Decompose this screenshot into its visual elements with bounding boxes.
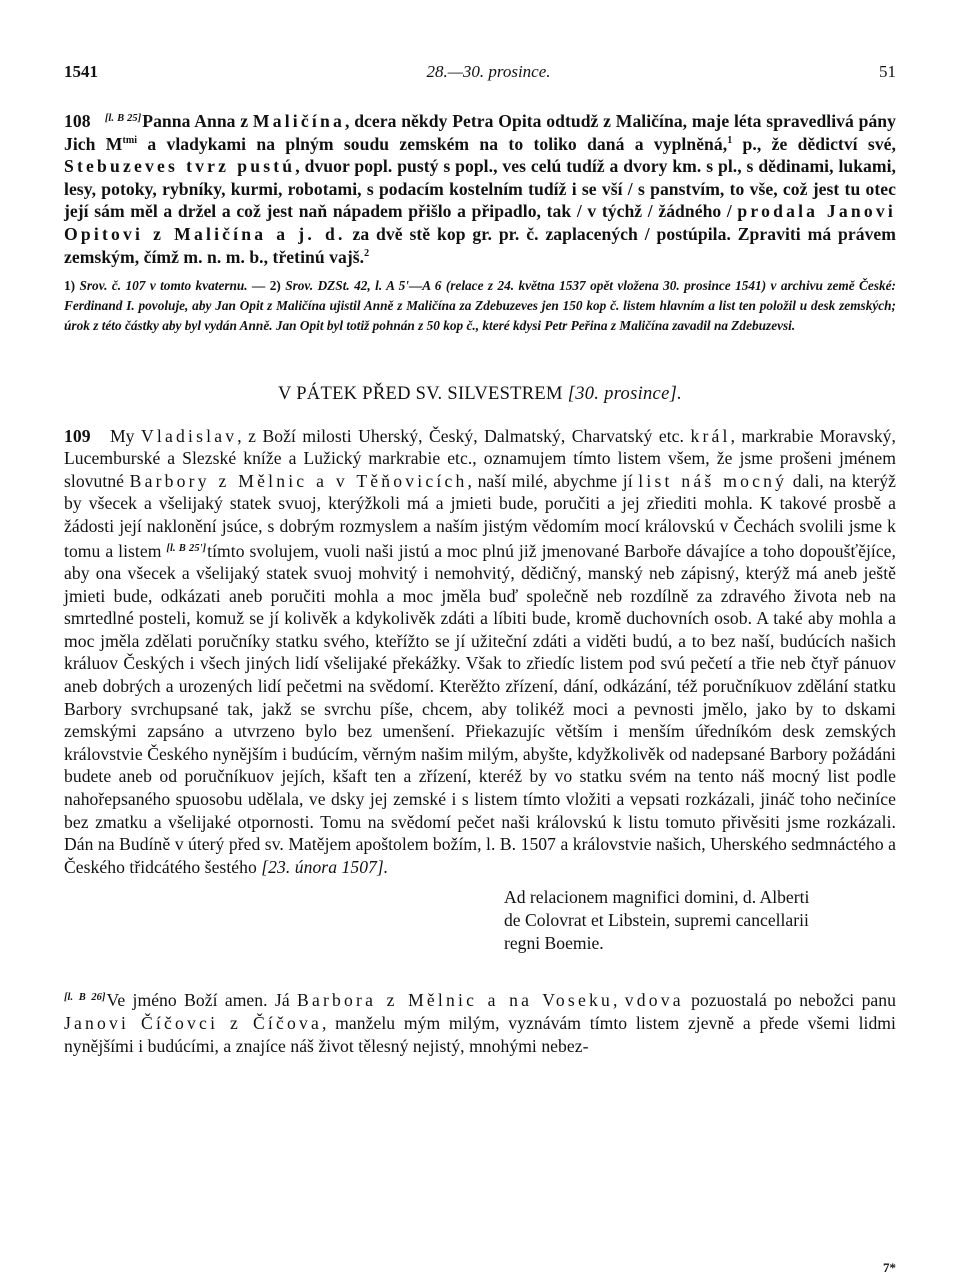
text-segment: a vladykami na plným soudu zemském na to toliko daná a vyplněná,: [137, 133, 728, 154]
spaced-name: Vladislav: [141, 425, 238, 446]
text-segment: , naší milé, abychme jí: [467, 470, 639, 491]
document-date: [23. února 1507].: [261, 856, 389, 877]
text-segment: p., že dědictví své,: [732, 133, 896, 154]
text-segment: ,: [612, 990, 625, 1011]
text-segment: pozuostalá po nebožci panu: [683, 990, 896, 1011]
page-number: 51: [879, 62, 896, 81]
footnote-1-mark: 1): [64, 278, 76, 294]
header-year: 1541: [64, 62, 98, 81]
footnote-mark-1: 1: [727, 134, 733, 146]
book-page: [64, 62, 896, 1275]
folio-reference: [l. B 25]: [104, 113, 142, 124]
text-segment: , dcera někdy Petra Opita odtudž z Maličína, maje léta spravedlivá pány Jich M: [64, 111, 896, 154]
testament-text: [64, 987, 896, 1057]
document-number-109: 109: [64, 425, 91, 446]
spaced-name: Barbory z Mělnic a v Těňovicích: [129, 470, 468, 491]
header-dates: 28.—30. prosince.: [426, 62, 551, 81]
superscript-abbrev: tmi: [122, 134, 138, 146]
relacio-line: de Colovrat et Libstein, supremi cancellarii: [504, 910, 809, 931]
text-segment: za dvě stě kop gr. pr. č. zaplacených / postúpila. Zpraviti má právem zemským, čímž m. n. m. b., třetinú vajš.: [64, 223, 896, 267]
spaced-name: král: [690, 425, 731, 446]
running-head: [64, 62, 896, 82]
footnote-1-text: Srov. č. 107 v tomto kvaternu. —: [79, 278, 270, 294]
folio-reference: [l. B 25']: [166, 542, 207, 554]
document-109: [64, 425, 896, 879]
footnote-2-mark: 2): [269, 278, 281, 294]
text-segment: Panna Anna z: [142, 111, 253, 131]
spaced-name: Maličína: [252, 111, 345, 131]
text-segment: Ve jméno Boží amen. Já: [106, 990, 298, 1011]
document-108: [64, 108, 896, 268]
spaced-name: list náš mocný: [638, 470, 788, 491]
footnote-2-text: Srov. DZSt. 42, l. A 5'—A 6 (relace z 24. května 1537 opět vložena 30. prosince 1541) v archivu země České: Ferdinand I. povoluje, aby Jan Opit z Maličína ujistil Anně z Maličína za Zdebuzeves jen 150 kop č. listem hlavním a list ten položil u desk zemských; úrok z této částky aby byl vydán Anně. Jan Opit byl totiž pohnán z 50 kop č., které kdysi Petr Peřina z Maličína zavadil na Zdebuzevsi.: [64, 278, 896, 333]
folio-reference: [l. B 26]: [64, 992, 106, 1004]
text-segment: , dvuor popl. pustý s popl., ves celú tudíž a dvory km. s pl., s dědinami, lukami, lesy, potoky, rybníky, kurmi, robotami, s podacím kostelním tudíž i se vší / s panstvím, to vše, což jest tu otec její sám měl a držel a což jest naň nápadem přišlo a připadlo, tak / v týchž / žádného /: [64, 156, 896, 222]
spaced-name: prodala Janovi Opitovi z Maličína a j. d.: [64, 201, 896, 244]
footnote-mark-2: 2: [364, 247, 370, 259]
text-segment: , markrabie Moravský, Lucemburské a Slezské kníže a Lužický markrabie etc., oznamujem tímto listem všem, že jsme prošeni jménem slovutné: [64, 425, 896, 491]
text-segment: , z Boží milosti Uherský, Český, Dalmatský, Charvatský etc.: [237, 425, 691, 446]
text-segment: tímto svolujem, vuoli naši jistú a moc plnú již jmenované Barboře dávajíce a toho dopoušťějíce, aby ona všecek a všelijaký statek svuoj mohvitý i nemohvitý, dědičný, manský neb zápisný, kterýž má aneb ještě jmieti bude, odkázati aneb poručiti mohla a moc jměla buď společně neb rozdílně za zdravého života neb na smrtedlné posteli, komuž se jí kolivěk a kdykolivěk zdáti a líbiti bude, kromě duchovních osob. A také aby mohla a moc jměla zdělati poručníky statku svého, kteřížto se jí užiteční zdáti a viděti budú, a to bez naší, budúcích našich králuov Českých i všech jiných lidí všelijaké překážky. Však to zřiedíc listem pod svú pečetí a třie neb čtyř pánuov aneb dobrých a urozených lidí pečetmi na svědomí. Kterěžto zřízení, dání, odkázání, též poručníkuov zdělání statku Barbory svrchupsané tak, jakž se svrchu píše, chcem, aby tolikéž moci a pevnosti jmělo, jako by to dskami zemskými zapsáno a utvrzeno bylo bez umenšení. Přiekazujíc větším i menším úředníkóm desk zemských královstvie Českého nynějším i budúcím, věrným našim milým, abyšte, kdyžkolivěk od nadepsané Barbory požádáni budete aneb od poručníkuov jejích, kšaft ten a zřízení, kteréž by vo statku svém na tento náš mocný list podle nahořepsaného spuosobu udělala, ve dsky jej zemské i s listem tímto vložiti a vepsati rozkázali, jináč toho nečiníce bez zmatku a všelijaké otpornosti. Tomu na svědomí pečet naši královskú k listu tomuto přivěsiti jsme rozkázali. Dán na Budíně v úterý před sv. Matějem apoštolem božím, l. B. 1507 a královstvie našich, Uherského sedmnáctého a Českého třidcátého šestého: [64, 540, 896, 877]
text-segment: , manželu mým milým, vyznávám tímto listem zjevně a přede všemi lidmi nynějšími i budúcími, a znajíce náš život tělesný nejistý, mnohými nebez-: [64, 1013, 896, 1056]
spaced-name: Barbora z Mělnic a na Voseku: [297, 990, 613, 1011]
relacio-note: [504, 886, 896, 955]
text-segment: dali, na kterýž by všecek a všelijaký statek svuoj, kterýžkoli má a jmieti bude, poručiti a jej zřiediti mohla. K takové prosbě a žádosti její naklonění jsúce, s dobrým rozmyslem a naším jistým vědomím mocí královskú v Čechách svolili jsme k tomu a listem: [64, 470, 896, 561]
spaced-name: Stebuzeves tvrz pustú: [64, 156, 296, 177]
heading-date: [30. prosince].: [567, 383, 683, 404]
document-number-108: 108: [64, 111, 91, 131]
section-heading: [64, 384, 896, 405]
relacio-line: Ad relacionem magnifici domini, d. Alberti: [504, 887, 810, 908]
text-segment: My: [109, 425, 142, 446]
sheet-signature: 7*: [883, 1260, 896, 1275]
spaced-name: vdova: [624, 990, 684, 1011]
footnotes-108: [64, 276, 896, 335]
heading-text: V PÁTEK PŘED SV. SILVESTREM: [277, 383, 568, 404]
relacio-line: regni Boemie.: [504, 933, 604, 954]
spaced-name: Janovi Číčovci z Číčova: [64, 1013, 322, 1034]
